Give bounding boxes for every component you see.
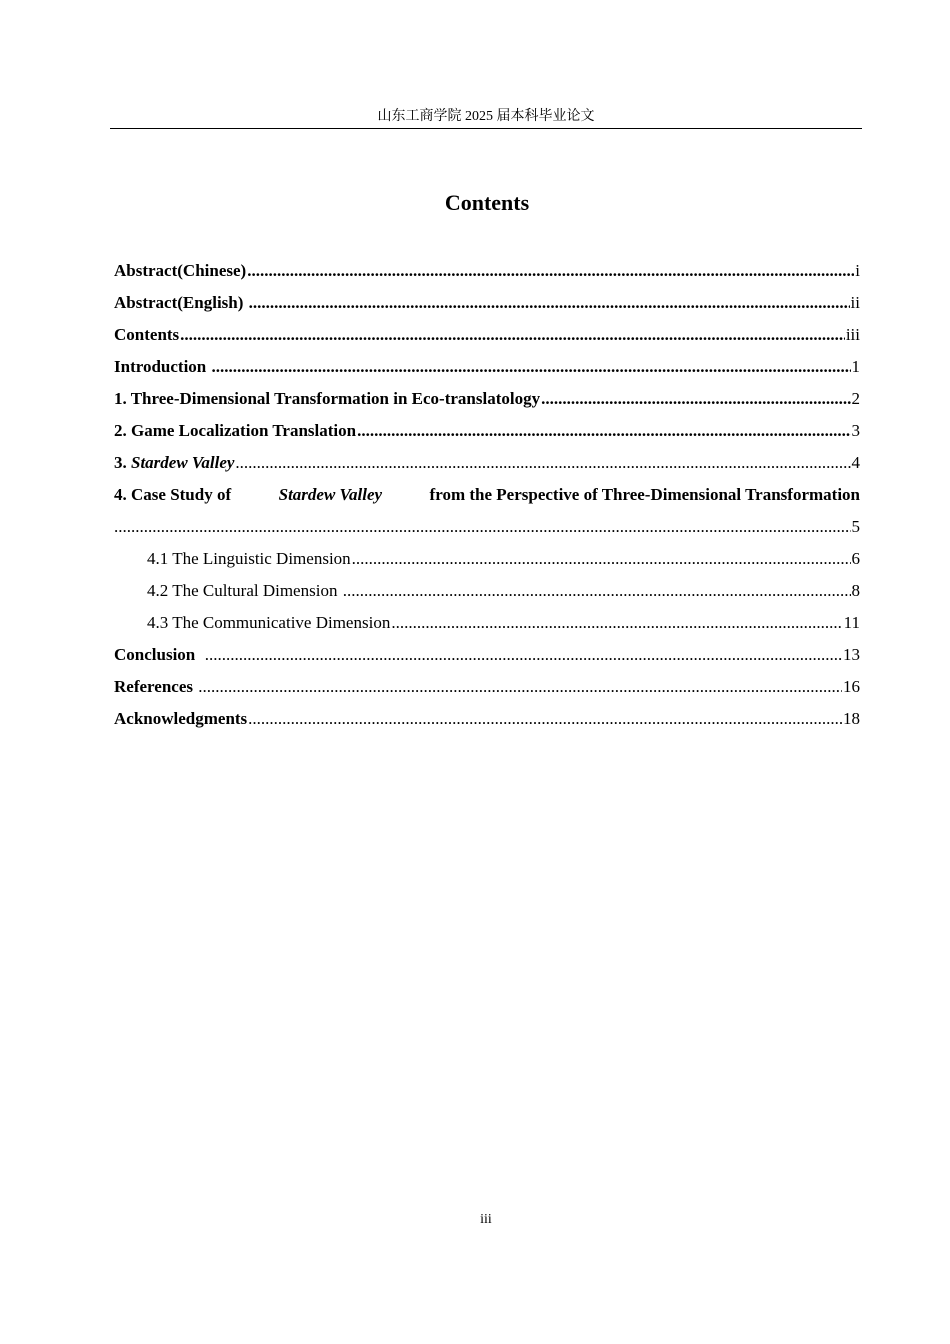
toc-entry-label: 4.3 The Communicative Dimension xyxy=(147,613,391,632)
toc-entry-section-4-3[interactable] xyxy=(114,602,860,634)
header-rule xyxy=(110,128,862,129)
table-of-contents xyxy=(114,250,860,730)
toc-leader-dots xyxy=(198,676,842,698)
toc-entry-contents[interactable] xyxy=(114,314,860,346)
toc-entry-label: 1. Three-Dimensional Transformation in Eco-translatology xyxy=(114,389,541,408)
toc-leader-dots xyxy=(391,612,842,634)
toc-entry-chapter-4[interactable] xyxy=(114,474,860,506)
page-title: Contents xyxy=(444,190,530,215)
toc-entry-label: References xyxy=(114,677,198,696)
toc-entry-page: iii xyxy=(845,325,860,344)
toc-entry-page: 13 xyxy=(843,645,860,664)
toc-entry-label: Acknowledgments xyxy=(114,709,248,728)
toc-entry-chapter-1[interactable] xyxy=(114,378,860,410)
toc-entry-label: 2. Game Localization Translation xyxy=(114,421,357,440)
toc-entry-page: 4 xyxy=(851,453,860,472)
toc-leader-dots xyxy=(205,644,842,666)
toc-entry-italic-title: Stardew Valley xyxy=(278,485,383,504)
toc-entry-label: 4.1 The Linguistic Dimension xyxy=(147,549,351,568)
toc-entry-page: 16 xyxy=(843,677,860,696)
toc-entry-label xyxy=(114,452,234,474)
page-number: iii xyxy=(480,1212,492,1227)
toc-entry-section-4-2[interactable] xyxy=(114,570,860,602)
toc-entry-prefix: 3. xyxy=(114,453,131,472)
toc-entry-page: ii xyxy=(850,293,860,312)
toc-leader-dots xyxy=(357,420,850,442)
toc-leader-dots xyxy=(247,260,854,282)
toc-entry-section-4-1[interactable] xyxy=(114,538,860,570)
toc-entry-chapter-2[interactable] xyxy=(114,410,860,442)
toc-leader-dots xyxy=(212,356,851,378)
toc-leader-dots xyxy=(180,324,845,346)
toc-entry-page: 6 xyxy=(851,549,860,568)
toc-entry-introduction[interactable] xyxy=(114,346,860,378)
toc-entry-page: 8 xyxy=(851,581,860,600)
toc-entry-italic-title: Stardew Valley xyxy=(131,453,235,472)
toc-entry-conclusion[interactable] xyxy=(114,634,860,666)
toc-entry-chapter-4-leader[interactable] xyxy=(114,506,860,538)
toc-entry-page: i xyxy=(855,261,860,280)
toc-entry-label: Conclusion xyxy=(114,645,204,664)
toc-entry-page: 5 xyxy=(851,517,860,536)
toc-entry-label: Abstract(English) xyxy=(114,293,248,312)
toc-entry-references[interactable] xyxy=(114,666,860,698)
toc-entry-page: 3 xyxy=(851,421,860,440)
toc-entry-page: 2 xyxy=(851,389,860,408)
toc-leader-dots xyxy=(541,388,850,410)
toc-entry-label: Introduction xyxy=(114,357,211,376)
toc-entry-label: Contents xyxy=(114,325,180,344)
toc-entry-label: 4.2 The Cultural Dimension xyxy=(147,581,342,600)
running-header: 山东工商学院 2025 届本科毕业论文 xyxy=(377,109,595,124)
toc-leader-dots xyxy=(114,516,851,538)
toc-entry-abstract-english[interactable] xyxy=(114,282,860,314)
toc-entry-label: Abstract(Chinese) xyxy=(114,261,247,280)
toc-leader-dots xyxy=(249,292,850,314)
toc-leader-dots xyxy=(235,452,850,474)
toc-entry-acknowledgments[interactable] xyxy=(114,698,860,730)
toc-entry-page: 18 xyxy=(843,709,860,728)
toc-entry-abstract-chinese[interactable] xyxy=(114,250,860,282)
toc-entry-prefix: 4. Case Study of xyxy=(114,485,236,504)
toc-entry-chapter-3[interactable] xyxy=(114,442,860,474)
toc-leader-dots xyxy=(343,580,851,602)
toc-entry-suffix: from the Perspective of Three-Dimensional Transformation xyxy=(425,485,860,504)
toc-leader-dots xyxy=(248,708,842,730)
toc-leader-dots xyxy=(352,548,851,570)
toc-entry-page: 11 xyxy=(843,613,860,632)
toc-entry-page: 1 xyxy=(851,357,860,376)
